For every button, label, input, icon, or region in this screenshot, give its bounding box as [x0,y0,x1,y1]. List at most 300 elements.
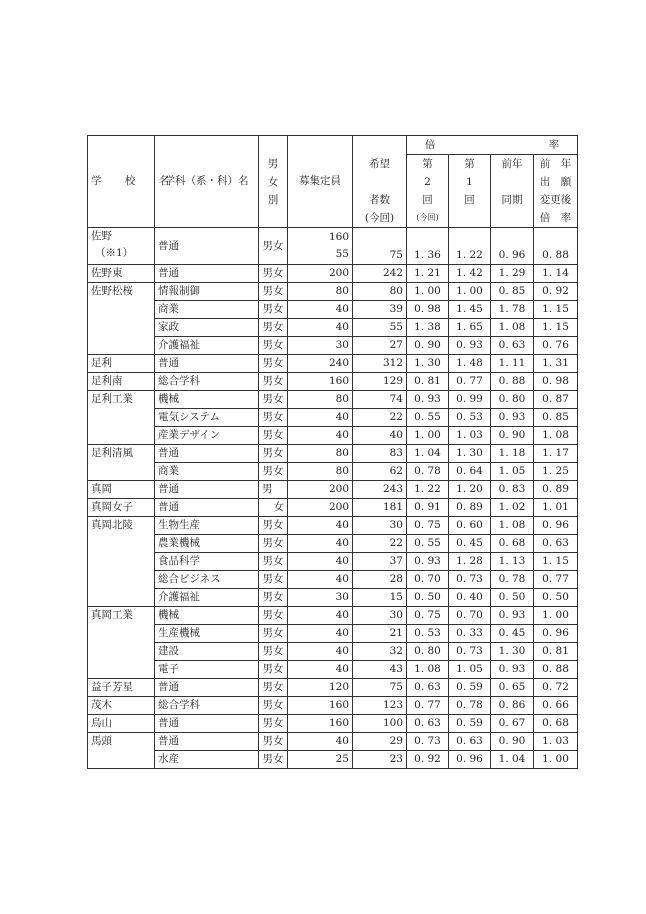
round1-cell: 0. 45 [449,535,491,553]
prev-changed-cell: 1. 15 [534,301,578,319]
round1-cell: 1. 42 [449,265,491,283]
header-prev-changed [534,155,578,228]
header-ratio-group [407,136,578,155]
prev-year-cell: 0. 93 [491,607,534,625]
applicants-cell: 22 [353,409,407,427]
prev-year-cell: 0. 90 [491,733,534,751]
department-cell: 電気システム [155,409,259,427]
prev-changed-cell: 0. 96 [534,517,578,535]
round1-cell: 0. 99 [449,391,491,409]
prev-changed-cell: 1. 14 [534,265,578,283]
prev-year-cell: 0. 45 [491,625,534,643]
round1-cell: 0. 89 [449,499,491,517]
round1-cell: 1. 65 [449,319,491,337]
capacity-cell: 160 [288,697,353,715]
capacity-cell: 160 [288,373,353,391]
header-prev-changed-line: 倍 率 [539,212,572,224]
round2-cell: 0. 91 [407,499,449,517]
prev-changed-cell: 1. 08 [534,427,578,445]
header-applicants-line: (今回) [364,212,395,224]
school-note: （※1） [95,247,134,259]
round2-cell: 1. 36 [407,228,449,265]
applicants-cell: 21 [353,625,407,643]
round1-cell: 1. 22 [449,228,491,265]
department-cell: 普通 [155,715,259,733]
capacity-cell: 80 [288,391,353,409]
round2-cell: 1. 30 [407,355,449,373]
header-gender-line: 女 [267,175,279,188]
gender-cell: 男 [259,481,288,499]
school-cell: 佐野東 [88,265,155,283]
gender-cell: 男女 [259,463,288,481]
header-applicants-line: 希望 [369,158,390,170]
round2-cell: 0. 63 [407,715,449,733]
department-cell: 総合学科 [155,373,259,391]
department-cell: 普通 [155,445,259,463]
header-prev-year-line [510,173,513,191]
gender-cell: 男女 [259,733,288,751]
header-ratio-char: 率 [548,138,560,151]
applicants-cell: 123 [353,697,407,715]
capacity-cell: 40 [288,733,353,751]
gender-cell: 男女 [259,697,288,715]
header-round2-line: 回 [422,194,433,206]
applicants-cell: 15 [353,589,407,607]
prev-year-cell: 1. 11 [491,355,534,373]
header-round1-line: 1 [466,176,473,188]
applicants-cell: 30 [353,517,407,535]
round2-cell: 1. 00 [407,427,449,445]
department-cell: 総合学科 [155,697,259,715]
applicants-cell: 28 [353,571,407,589]
table-row [88,517,578,535]
applicants-cell: 29 [353,733,407,751]
gender-cell: 男女 [259,427,288,445]
table-row [88,535,578,553]
round2-cell: 0. 75 [407,607,449,625]
prev-year-cell: 0. 80 [491,391,534,409]
gender-cell: 男女 [259,301,288,319]
school-cell: 足利 [88,355,155,373]
gender-cell: 男女 [259,319,288,337]
round1-cell: 0. 64 [449,463,491,481]
department-cell: 家政 [155,319,259,337]
capacity-cell: 40 [288,301,353,319]
round2-cell: 0. 73 [407,733,449,751]
table-row [88,499,578,517]
department-cell: 普通 [155,228,259,265]
gender-cell: 男女 [259,337,288,355]
school-cell: 真岡女子 [88,499,155,517]
prev-year-cell: 0. 78 [491,571,534,589]
header-department: 学科（系・科）名 [155,136,259,228]
applicants-cell: 312 [353,355,407,373]
department-cell: 普通 [155,355,259,373]
table-row [88,751,578,769]
prev-year-cell: 0. 83 [491,481,534,499]
applicants-cell: 181 [353,499,407,517]
gender-cell: 男女 [259,373,288,391]
table-body [88,228,578,769]
round2-cell: 0. 93 [407,553,449,571]
school-cell: 烏山 [88,715,155,733]
department-cell: 普通 [155,679,259,697]
round2-cell: 1. 21 [407,265,449,283]
header-applicants [353,136,407,228]
round2-cell: 0. 70 [407,571,449,589]
applicants-cell: 75 [353,679,407,697]
capacity-cell: 160 [288,715,353,733]
capacity-cell: 40 [288,661,353,679]
applicants-cell: 32 [353,643,407,661]
header-prev-year-line: 前年 [501,158,523,170]
department-cell: 水産 [155,751,259,769]
prev-year-cell: 1. 08 [491,517,534,535]
round2-cell: 1. 04 [407,445,449,463]
applicants-cell: 129 [353,373,407,391]
table-row [88,715,578,733]
department-cell: 総合ビジネス [155,571,259,589]
round2-cell: 0. 55 [407,535,449,553]
department-cell: 商業 [155,463,259,481]
prev-year-cell: 0. 63 [491,337,534,355]
department-cell: 情報制御 [155,283,259,301]
department-cell: 普通 [155,499,259,517]
gender-cell: 男女 [259,679,288,697]
header-gender-line: 男 [267,157,279,170]
round1-cell: 0. 77 [449,373,491,391]
school-cell: 足利清風 [88,445,155,481]
header-ratio-char: 倍 [424,138,436,151]
round1-cell: 0. 40 [449,589,491,607]
prev-changed-cell: 0. 92 [534,283,578,301]
gender-cell: 男女 [259,265,288,283]
header-prev-changed-line: 前 年 [539,158,572,170]
prev-year-cell: 1. 30 [491,643,534,661]
applicants-cell: 55 [353,319,407,337]
capacity-cell: 80 [288,463,353,481]
gender-cell: 男女 [259,625,288,643]
header-prev-year [491,155,534,228]
round2-cell: 0. 75 [407,517,449,535]
prev-changed-cell: 0. 63 [534,535,578,553]
header-round1 [449,155,491,228]
gender-cell: 男女 [259,751,288,769]
gender-cell: 男女 [259,391,288,409]
header-prev-year-line: 同期 [501,194,523,206]
department-cell: 電子 [155,661,259,679]
round2-cell: 1. 08 [407,661,449,679]
applicants-cell: 43 [353,661,407,679]
gender-cell: 男女 [259,283,288,301]
table-row [88,553,578,571]
gender-cell: 男女 [259,409,288,427]
prev-changed-cell: 0. 98 [534,373,578,391]
round1-cell: 0. 63 [449,733,491,751]
header-applicants-line: 者数 [369,194,390,206]
prev-year-cell: 0. 93 [491,409,534,427]
header-round2-line: (今回) [416,213,439,222]
gender-cell: 男女 [259,445,288,463]
table-row [88,589,578,607]
department-cell: 商業 [155,301,259,319]
round2-cell: 0. 81 [407,373,449,391]
round1-cell: 0. 73 [449,643,491,661]
prev-year-cell: 0. 90 [491,427,534,445]
prev-changed-cell: 0. 89 [534,481,578,499]
gender-cell: 男女 [259,607,288,625]
round2-cell: 0. 98 [407,301,449,319]
round2-cell: 0. 80 [407,643,449,661]
prev-changed-cell: 0. 96 [534,625,578,643]
header-round2 [407,155,449,228]
round1-cell: 0. 93 [449,337,491,355]
applicants-cell: 27 [353,337,407,355]
round1-cell: 1. 28 [449,553,491,571]
applicants-cell: 243 [353,481,407,499]
capacity-cell: 40 [288,517,353,535]
header-round2-line: 第 [422,158,433,170]
gender-cell: 男女 [259,517,288,535]
round2-cell: 0. 53 [407,625,449,643]
header-prev-changed-line: 出 願 [539,176,572,188]
prev-changed-cell: 1. 00 [534,607,578,625]
capacity-cell: 40 [288,571,353,589]
capacity-cell [288,228,353,265]
prev-year-cell: 0. 85 [491,283,534,301]
round1-cell: 0. 59 [449,679,491,697]
department-cell: 建設 [155,643,259,661]
gender-cell: 男女 [259,589,288,607]
round1-cell: 0. 78 [449,697,491,715]
prev-changed-cell: 0. 85 [534,409,578,427]
prev-changed-cell: 0. 81 [534,643,578,661]
capacity-cell: 40 [288,625,353,643]
table-row [88,283,578,301]
department-cell: 生物生産 [155,517,259,535]
school-cell: 佐野松桜 [88,283,155,355]
prev-changed-cell: 1. 03 [534,733,578,751]
header-round1-line: 回 [464,194,475,206]
header-prev-changed-line: 変更後 [539,194,572,206]
table-row [88,391,578,409]
capacity-cell: 40 [288,409,353,427]
table-row [88,625,578,643]
school-name: 佐野 [91,230,112,242]
capacity-cell: 40 [288,535,353,553]
prev-year-cell: 0. 86 [491,697,534,715]
round1-cell: 1. 05 [449,661,491,679]
applicants-cell: 242 [353,265,407,283]
applicants-cell: 100 [353,715,407,733]
prev-changed-cell: 0. 50 [534,589,578,607]
header-round1-line [468,209,471,227]
applicants-cell: 39 [353,301,407,319]
department-cell: 機械 [155,607,259,625]
capacity-cell: 30 [288,337,353,355]
round1-cell: 1. 45 [449,301,491,319]
gender-cell: 男女 [259,535,288,553]
department-cell: 食品科学 [155,553,259,571]
table-row [88,481,578,499]
round2-cell: 0. 90 [407,337,449,355]
gender-cell: 男女 [259,355,288,373]
prev-year-cell: 0. 65 [491,679,534,697]
application-ratio-table [87,135,578,769]
prev-changed-cell: 0. 68 [534,715,578,733]
applicants-cell: 23 [353,751,407,769]
table-row [88,265,578,283]
school-cell: 足利南 [88,373,155,391]
applicants-cell: 37 [353,553,407,571]
gender-cell: 女 [259,499,288,517]
department-cell: 介護福祉 [155,589,259,607]
department-cell: 産業デザイン [155,427,259,445]
prev-year-cell: 0. 68 [491,535,534,553]
capacity-cell: 40 [288,607,353,625]
capacity-value: 55 [335,248,349,260]
department-cell: 機械 [155,391,259,409]
table-row [88,571,578,589]
round1-cell: 0. 60 [449,517,491,535]
prev-changed-cell: 0. 77 [534,571,578,589]
header-applicants-line [378,173,381,191]
capacity-cell: 40 [288,427,353,445]
school-cell: 茂木 [88,697,155,715]
applicants-cell: 83 [353,445,407,463]
round2-cell: 1. 22 [407,481,449,499]
applicants-cell: 75 [353,228,407,265]
header-school: 学 校 名 [88,136,155,228]
school-cell: 真岡北陵 [88,517,155,607]
prev-changed-cell: 0. 76 [534,337,578,355]
applicants-cell: 74 [353,391,407,409]
capacity-cell: 40 [288,319,353,337]
school-cell: 足利工業 [88,391,155,445]
table-row [88,355,578,373]
prev-year-cell: 0. 88 [491,373,534,391]
capacity-cell: 30 [288,589,353,607]
table-row [88,319,578,337]
capacity-cell: 25 [288,751,353,769]
header-capacity: 募集定員 [288,136,353,228]
prev-changed-cell: 0. 88 [534,228,578,265]
prev-year-cell: 1. 08 [491,319,534,337]
capacity-value: 160 [328,231,349,243]
prev-year-cell: 1. 05 [491,463,534,481]
table-row [88,409,578,427]
table-row [88,427,578,445]
table-row [88,733,578,751]
capacity-cell: 120 [288,679,353,697]
round2-cell: 0. 63 [407,679,449,697]
department-cell: 介護福祉 [155,337,259,355]
round1-cell: 1. 00 [449,283,491,301]
department-cell: 普通 [155,265,259,283]
prev-year-cell: 0. 67 [491,715,534,733]
header-gender-line: 別 [267,193,279,206]
gender-cell: 男女 [259,661,288,679]
table-row [88,445,578,463]
header-round1-line: 第 [464,158,475,170]
table-row [88,661,578,679]
gender-cell: 男女 [259,715,288,733]
header-round2-line: 2 [424,176,431,188]
department-cell: 農業機械 [155,535,259,553]
capacity-cell: 40 [288,643,353,661]
prev-changed-cell: 0. 87 [534,391,578,409]
round1-cell: 1. 48 [449,355,491,373]
school-cell: 真岡工業 [88,607,155,679]
capacity-cell: 200 [288,265,353,283]
table-row [88,607,578,625]
gender-cell: 男女 [259,643,288,661]
applicants-cell: 62 [353,463,407,481]
prev-changed-cell: 1. 15 [534,319,578,337]
applicants-cell: 80 [353,283,407,301]
prev-year-cell: 0. 96 [491,228,534,265]
capacity-cell: 200 [288,499,353,517]
round1-cell: 0. 33 [449,625,491,643]
prev-year-cell: 0. 50 [491,589,534,607]
round1-cell: 0. 73 [449,571,491,589]
round1-cell: 1. 30 [449,445,491,463]
applicants-cell: 40 [353,427,407,445]
department-cell: 普通 [155,481,259,499]
capacity-cell: 200 [288,481,353,499]
header-gender [259,136,288,228]
round2-cell: 0. 92 [407,751,449,769]
round2-cell: 0. 55 [407,409,449,427]
round1-cell: 1. 03 [449,427,491,445]
capacity-cell: 40 [288,553,353,571]
table-row [88,697,578,715]
table-row [88,373,578,391]
department-cell: 普通 [155,733,259,751]
table-row [88,643,578,661]
applicants-cell: 22 [353,535,407,553]
prev-year-cell: 0. 93 [491,661,534,679]
capacity-cell: 80 [288,283,353,301]
prev-year-cell: 1. 13 [491,553,534,571]
round2-cell: 0. 50 [407,589,449,607]
prev-year-cell: 1. 04 [491,751,534,769]
table-row [88,463,578,481]
round2-cell: 0. 78 [407,463,449,481]
round1-cell: 0. 59 [449,715,491,733]
gender-cell: 男女 [259,571,288,589]
prev-changed-cell: 1. 01 [534,499,578,517]
round1-cell: 1. 20 [449,481,491,499]
table-row [88,337,578,355]
prev-changed-cell: 1. 00 [534,751,578,769]
round2-cell: 1. 00 [407,283,449,301]
capacity-cell: 240 [288,355,353,373]
prev-year-cell: 1. 29 [491,265,534,283]
department-cell: 生産機械 [155,625,259,643]
prev-changed-cell: 0. 66 [534,697,578,715]
school-cell: 真岡 [88,481,155,499]
prev-year-cell: 1. 18 [491,445,534,463]
table-row [88,679,578,697]
round1-cell: 0. 96 [449,751,491,769]
header-prev-year-line [510,209,513,227]
prev-changed-cell: 1. 25 [534,463,578,481]
prev-year-cell: 1. 02 [491,499,534,517]
capacity-cell: 80 [288,445,353,463]
prev-year-cell: 1. 78 [491,301,534,319]
round2-cell: 0. 77 [407,697,449,715]
